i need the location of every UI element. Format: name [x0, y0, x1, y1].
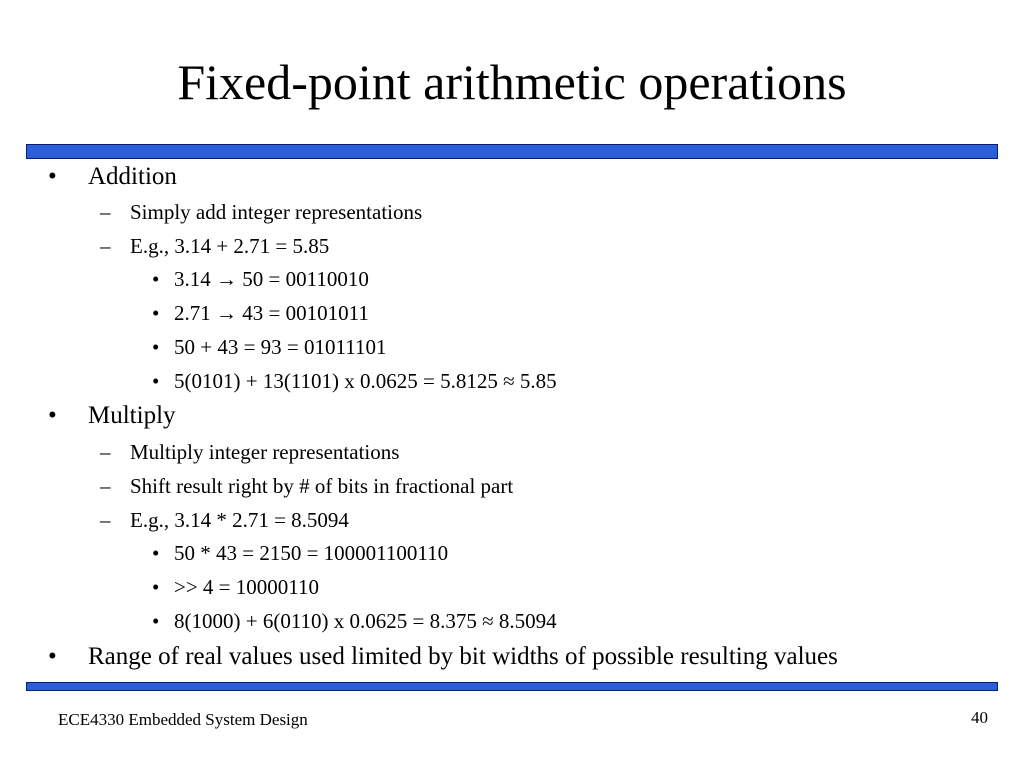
bullet-marker: •: [152, 609, 160, 633]
bullet-marker: •: [152, 541, 160, 565]
list-item-text: >> 4 = 10000110: [174, 575, 320, 599]
list-item-text: 3.14 → 50 = 00110010: [174, 267, 369, 291]
dash-marker: –: [100, 440, 111, 464]
bullet-marker: •: [152, 267, 160, 291]
bullet-marker: •: [152, 575, 160, 599]
bullet-marker: •: [48, 402, 57, 429]
list-item-text: 8(1000) + 6(0110) x 0.0625 = 8.375 ≈ 8.5094: [174, 609, 557, 633]
sub-bullet-label: Simply add integer representations: [130, 200, 423, 224]
bottom-divider-bar: [26, 682, 998, 691]
dash-marker: –: [100, 508, 111, 532]
bullet-marker: •: [48, 163, 57, 190]
list-item-text: 5(0101) + 13(1101) x 0.0625 = 5.8125 ≈ 5.85: [174, 369, 557, 393]
dash-marker: –: [100, 234, 111, 258]
dash-marker: –: [100, 474, 111, 498]
bullet-marker: •: [152, 335, 160, 359]
list-item-text: 2.71 → 43 = 00101011: [174, 301, 369, 325]
bullet-multiply-label: Multiply: [88, 402, 176, 429]
top-divider-bar: [26, 144, 998, 159]
bullet-marker: •: [152, 369, 160, 393]
footer-course-title: ECE4330 Embedded System Design: [58, 710, 308, 729]
bullet-addition-label: Addition: [88, 163, 177, 190]
bullet-marker: •: [152, 301, 160, 325]
bullet-range-label: Range of real values used limited by bit widths of possible resulting values: [88, 643, 838, 670]
bullet-marker: •: [48, 643, 57, 670]
list-item-text: 50 + 43 = 93 = 01011101: [174, 335, 387, 359]
sub-bullet-label: Shift result right by # of bits in fractional part: [130, 474, 514, 498]
slide-title: Fixed-point arithmetic operations: [177, 54, 847, 110]
list-item-text: 50 * 43 = 2150 = 100001100110: [174, 541, 449, 565]
sub-bullet-label: E.g., 3.14 + 2.71 = 5.85: [130, 234, 330, 258]
sub-bullet-label: Multiply integer representations: [130, 440, 400, 464]
slide-page-number: 40: [971, 708, 988, 727]
sub-bullet-label: E.g., 3.14 * 2.71 = 8.5094: [130, 508, 349, 532]
dash-marker: –: [100, 200, 111, 224]
